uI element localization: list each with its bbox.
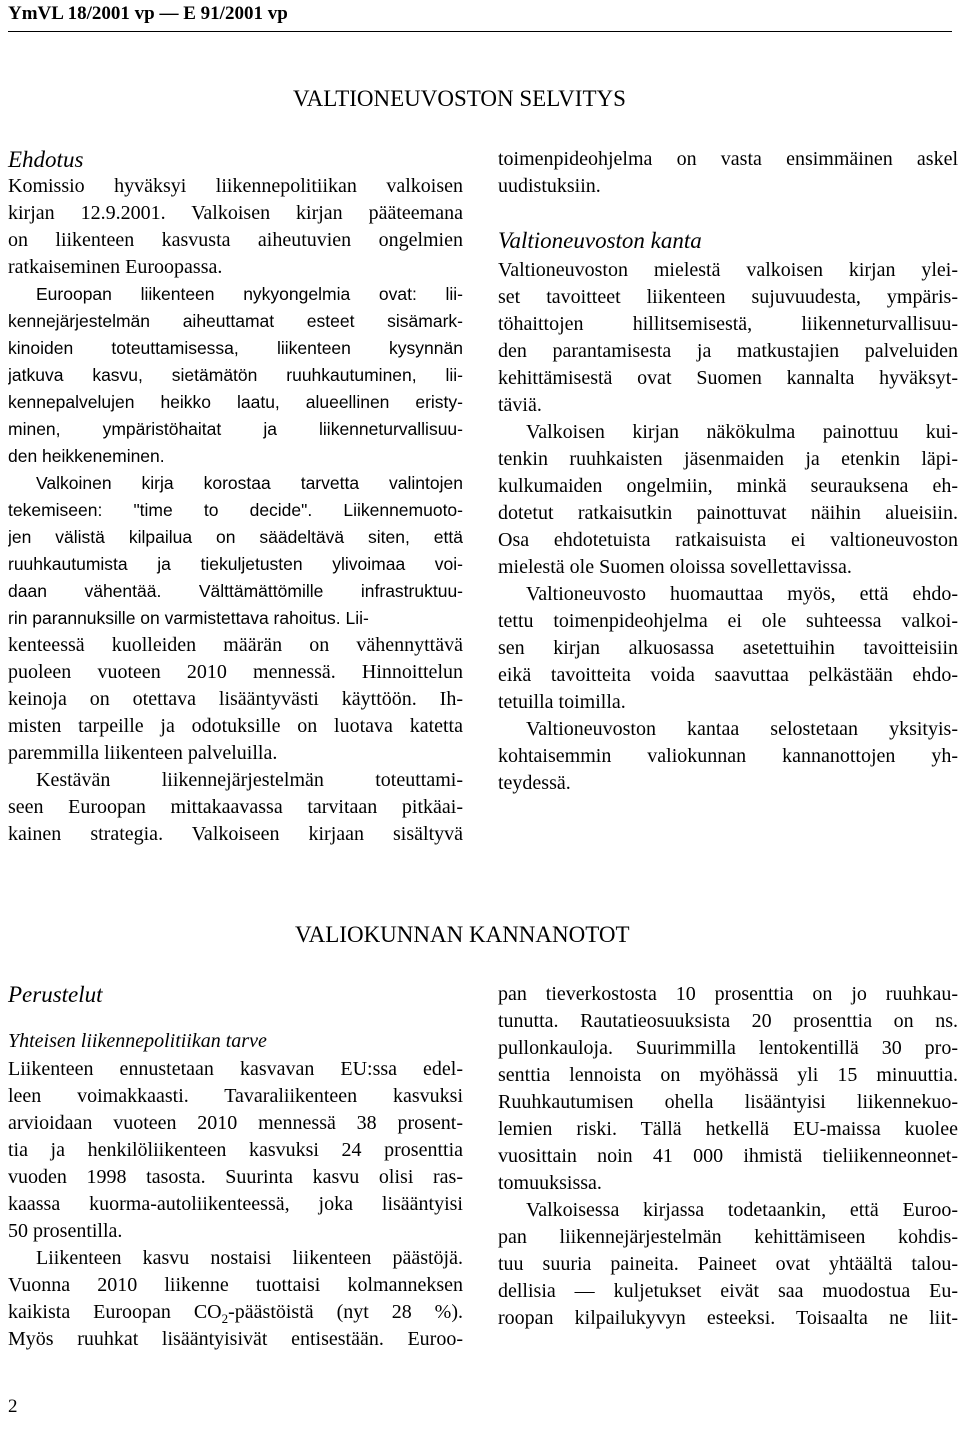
text-line: kinoiden toteuttamisessa, liikenteen kysynnän xyxy=(8,338,463,358)
text-line: dotetut ratkaisutkin painottuvat näihin alueisiin. xyxy=(498,502,958,524)
paragraph xyxy=(498,981,958,1197)
text-line: Kestävän liikennejärjestelmän toteuttami- xyxy=(36,769,463,791)
text-line: den parantamisesta ja matkustajien palveluiden xyxy=(498,340,958,362)
text-line: den heikkeneminen. xyxy=(8,446,165,466)
text-line: töhaittojen hillitsemisestä, liikenneturvallisuu- xyxy=(498,313,958,335)
text-line: dellisia — kuljetukset eivät saa muodostua Eu- xyxy=(498,1280,958,1302)
text-line: Valtioneuvoston kantaa selostetaan yksityis- xyxy=(526,718,958,740)
text-line: 50 prosentilla. xyxy=(8,1220,123,1242)
paragraph xyxy=(498,1197,958,1332)
paragraph xyxy=(8,1245,463,1353)
text-line: ratkaiseminen Euroopassa. xyxy=(8,256,223,278)
heading-valtioneuvoston-kanta: Valtioneuvoston kanta xyxy=(498,228,702,253)
text-line: täviä. xyxy=(498,394,542,416)
column-selvitys-left xyxy=(8,146,463,848)
paragraph xyxy=(498,419,958,581)
paragraph xyxy=(498,146,958,200)
paragraphs-selvitys-right xyxy=(498,257,958,797)
text-line: pan tieverkostosta 10 prosenttia on jo ruuhkau- xyxy=(498,983,958,1005)
text-line: paremmilla liikenteen palveluilla. xyxy=(8,742,278,764)
text-line: uudistuksiin. xyxy=(498,175,601,197)
text-line: on liikenteen kasvusta aiheutuvien ongelmien xyxy=(8,229,463,251)
text-line: teydessä. xyxy=(498,772,571,794)
text-line: tetuilla toimilla. xyxy=(498,691,626,713)
text-line: Valtioneuvosto huomauttaa myös, että ehdo- xyxy=(526,583,958,605)
text-line: vuoden 1998 tasosta. Suurinta kasvu olisi ras- xyxy=(8,1166,463,1188)
text-line: kirjan 12.9.2001. Valkoisen kirjan pääteemana xyxy=(8,202,463,224)
text-line: tettu toimenpideohjelma ei ole suhteessa valkoi- xyxy=(498,610,958,632)
text-line: jen välistä kilpailua on säädeltävä siten, että xyxy=(8,527,463,547)
text-line: tuu suuria paineita. Paineet ovat yhtäältä talou- xyxy=(498,1253,958,1275)
heading-ehdotus: Ehdotus xyxy=(8,147,84,172)
text-line: tia ja henkilöliikenteen kasvuksi 24 prosenttia xyxy=(8,1139,463,1161)
text-line: vuosittain noin 41 000 ihmistä tieliikenneonnet- xyxy=(498,1145,958,1167)
column-selvitys-right xyxy=(498,146,958,797)
text-line: mielestä ole Suomen oloissa sovellettavissa. xyxy=(498,556,852,578)
text-line: pan liikennejärjestelmän kehittämiseen kohdis- xyxy=(498,1226,958,1248)
text-line: tekemiseen: "time to decide". Liikennemuoto- xyxy=(8,500,463,520)
section-title-kannanotot: VALIOKUNNAN KANNANOTOT xyxy=(295,922,630,947)
text-line: daan vähentää. Välttämättömille infrastruktuu- xyxy=(8,581,463,601)
co2-text-after: -päästöistä (nyt 28 %). xyxy=(228,1301,463,1323)
column-kannanotot-right xyxy=(498,981,958,1332)
section-title-selvitys: VALTIONEUVOSTON SELVITYS xyxy=(293,86,626,111)
text-line: Valtioneuvoston mielestä valkoisen kirjan ylei- xyxy=(498,259,958,281)
paragraph xyxy=(8,470,463,632)
text-line: arvioidaan vuoteen 2010 mennessä 38 prosent- xyxy=(8,1112,463,1134)
text-line: kenteessä kuolleiden määrän on vähennyttävä xyxy=(8,634,463,656)
text-line: Valkoisen kirjan näkökulma painottuu kui- xyxy=(526,421,958,443)
text-line: eikä tavoitteita voida saavuttaa pelkästään ehdo- xyxy=(498,664,958,686)
text-line: senttia lennoista on myöhässä yli 15 minuuttia. xyxy=(498,1064,958,1086)
text-line: Osa ehdotetuista ratkaisuista ei valtioneuvoston xyxy=(498,529,958,551)
text-line: Myös ruuhkat lisääntyisivät entisestään. Euroo- xyxy=(8,1328,463,1350)
text-line: set tavoitteet liikenteen sujuvuudesta, ympäris- xyxy=(498,286,958,308)
text-line: seen Euroopan mittakaavassa tarvitaan pitkäai- xyxy=(8,796,463,818)
subheading-liikennepolitiikka: Yhteisen liikennepolitiikan tarve xyxy=(8,1030,267,1052)
paragraphs-kannanotot-left xyxy=(8,1056,463,1353)
text-line: rin parannuksille on varmistettava rahoitus. Lii- xyxy=(8,608,369,628)
spacer xyxy=(498,200,958,227)
text-line: tomuuksissa. xyxy=(498,1172,602,1194)
text-line: sen kirjan alkuosassa asetettuihin tavoitteisiin xyxy=(498,637,958,659)
text-line: puoleen vuoteen 2010 mennessä. Hinnoittelun xyxy=(8,661,463,683)
text-line-co2 xyxy=(8,1299,463,1326)
text-line: tunutta. Rautatieosuuksista 20 prosenttia on ns. xyxy=(498,1010,958,1032)
paragraph xyxy=(498,257,958,419)
text-line: kohtaisemmin valiokunnan kannanottojen yh- xyxy=(498,745,958,767)
paragraph xyxy=(8,632,463,767)
text-line: toimenpideohjelma on vasta ensimmäinen askel xyxy=(498,148,958,170)
text-line: minen, ympäristöhaitat ja liikenneturvallisuu- xyxy=(8,419,463,439)
text-line: jatkuva kasvu, sietämätön ruuhkautuminen, lii- xyxy=(8,365,463,385)
text-line: ruuhkautumista ja tiekuljetusten ylivoimaa voi- xyxy=(8,554,463,574)
text-line: Ruuhkautumisen ohella lisääntyisi liikennekuo- xyxy=(498,1091,958,1113)
text-line: misten tarpeille ja odotuksille on luotava katetta xyxy=(8,715,463,737)
text-line: Valkoinen kirja korostaa tarvetta valintojen xyxy=(36,473,463,493)
text-line: lemien riski. Tällä hetkellä EU-maissa kuolee xyxy=(498,1118,958,1140)
text-line: kennejärjestelmän aiheuttamat esteet sisämark- xyxy=(8,311,463,331)
header-rule xyxy=(8,31,952,32)
co2-text-before: kaikista Euroopan CO xyxy=(8,1301,222,1323)
paragraphs-selvitys-right-top xyxy=(498,146,958,200)
paragraphs-selvitys-left xyxy=(8,173,463,848)
text-line: kehittämisestä ovat Suomen kannalta hyväksyt- xyxy=(498,367,958,389)
text-line: Komissio hyväksyi liikennepolitiikan valkoisen xyxy=(8,175,463,197)
text-line: roopan kilpailukyvyn esteeksi. Toisaalta ne liit- xyxy=(498,1307,958,1329)
text-line: kennepalvelujen heikko laatu, alueellinen eristy- xyxy=(8,392,463,412)
text-line: leen voimakkaasti. Tavaraliikenteen kasvuksi xyxy=(8,1085,463,1107)
paragraph xyxy=(498,716,958,797)
text-line: Vuonna 2010 liikenne tuottaisi kolmanneksen xyxy=(8,1274,463,1296)
text-line: Liikenteen ennustetaan kasvavan EU:ssa edel- xyxy=(8,1058,463,1080)
paragraph xyxy=(8,1056,463,1245)
page-number: 2 xyxy=(8,1396,18,1417)
paragraphs-kannanotot-right xyxy=(498,981,958,1332)
text-line: Valkoisessa kirjassa todetaankin, että Euroo- xyxy=(526,1199,958,1221)
text-line: kaassa kuorma-autoliikenteessä, joka lisääntyisi xyxy=(8,1193,463,1215)
running-head: YmVL 18/2001 vp — E 91/2001 vp xyxy=(8,3,288,24)
text-line: kulkumaiden ongelmiin, minkä seurauksena eh- xyxy=(498,475,958,497)
spacer xyxy=(8,1008,463,1028)
column-kannanotot-left xyxy=(8,981,463,1353)
text-line: tenkin ruuhkaisten jäsenmaiden ja etenkin läpi- xyxy=(498,448,958,470)
text-line: kainen strategia. Valkoiseen kirjaan sisältyvä xyxy=(8,823,463,845)
paragraph xyxy=(8,281,463,470)
paragraph xyxy=(8,173,463,281)
text-line: Liikenteen kasvu nostaisi liikenteen päästöjä. xyxy=(36,1247,463,1269)
co2-subscript: 2 xyxy=(221,1311,229,1326)
heading-perustelut: Perustelut xyxy=(8,982,103,1007)
paragraph xyxy=(8,767,463,848)
paragraph xyxy=(498,581,958,716)
text-line: pullonkauloja. Suurimmilla lentokentillä 30 pro- xyxy=(498,1037,958,1059)
text-line: Euroopan liikenteen nykyongelmia ovat: lii- xyxy=(36,284,463,304)
text-line: keinoja on otettava lisääntyvästi käyttöön. Ih- xyxy=(8,688,463,710)
